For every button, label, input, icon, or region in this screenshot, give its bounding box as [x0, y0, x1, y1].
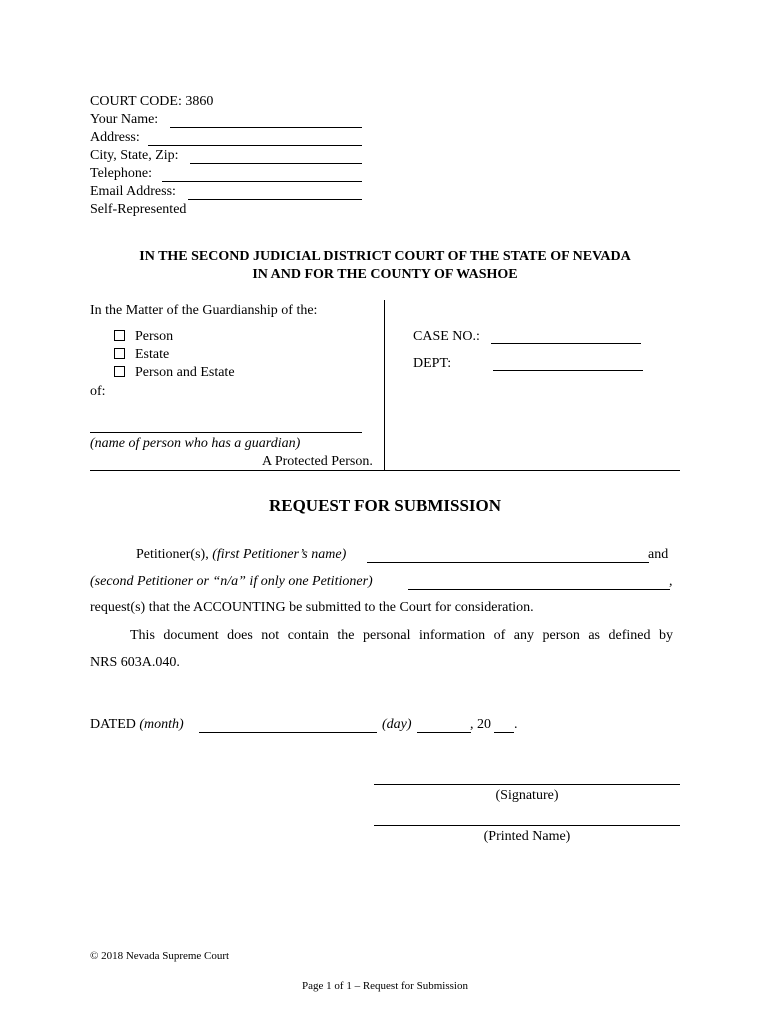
request-line: request(s) that the ACCOUNTING be submitted to the Court for consideration. [90, 600, 534, 615]
petitioners-prefix: Petitioner(s), [136, 547, 213, 562]
option-person-and-estate[interactable] [114, 364, 235, 382]
telephone-label: Telephone: [90, 166, 152, 181]
checkbox-person[interactable] [114, 330, 125, 341]
matter-label: In the Matter of the Guardianship of the: [90, 303, 318, 318]
dated-label: DATED (month) [90, 717, 184, 732]
privacy-line1: This document does not contain the personal information of any person as defined by [130, 628, 673, 643]
case-no-field[interactable] [491, 343, 641, 344]
email-field[interactable] [188, 199, 362, 200]
year-prefix: , 20 [470, 717, 491, 732]
month-hint: (month) [139, 717, 184, 732]
day-hint: (day) [382, 717, 412, 732]
second-petitioner-comma: , [669, 574, 673, 589]
document-title: REQUEST FOR SUBMISSION [268, 496, 502, 515]
printed-name-field[interactable] [374, 825, 680, 826]
address-field[interactable] [148, 145, 362, 146]
checkbox-person-and-estate[interactable] [114, 366, 125, 377]
option-estate[interactable] [114, 346, 169, 364]
protected-person-name-field[interactable] [90, 432, 362, 433]
self-represented: Self-Represented [90, 202, 187, 217]
city-state-zip-label: City, State, Zip: [90, 148, 179, 163]
option-person-and-estate-label: Person and Estate [135, 365, 235, 380]
court-heading-line1: IN THE SECOND JUDICIAL DISTRICT COURT OF THE STATE OF NEVADA [139, 249, 631, 264]
option-estate-label: Estate [135, 347, 170, 362]
petitioners-line [136, 546, 346, 564]
checkbox-estate[interactable] [114, 348, 125, 359]
second-petitioner-field[interactable] [408, 589, 670, 590]
caption-divider [384, 300, 385, 470]
copyright: © 2018 Nevada Supreme Court [90, 950, 230, 962]
first-petitioner-hint: (first Petitioner’s name) [212, 547, 347, 562]
year-field[interactable] [494, 732, 514, 733]
signature-label: (Signature) [495, 788, 559, 803]
and-word: and [648, 547, 669, 562]
telephone-field[interactable] [162, 181, 362, 182]
privacy-line2: NRS 603A.040. [90, 655, 180, 670]
of-label: of: [90, 384, 106, 399]
address-label: Address: [90, 130, 140, 145]
second-petitioner-hint: (second Petitioner or “n/a” if only one Petitioner) [90, 574, 373, 589]
month-field[interactable] [199, 732, 377, 733]
page-footer: Page 1 of 1 – Request for Submission [302, 980, 468, 992]
first-petitioner-field[interactable] [367, 562, 649, 563]
signature-field[interactable] [374, 784, 680, 785]
caption-bottom-rule [90, 470, 680, 471]
case-no-label: CASE NO.: [413, 329, 480, 344]
option-person[interactable] [114, 328, 173, 346]
email-label: Email Address: [90, 184, 176, 199]
protected-person-hint: (name of person who has a guardian) [90, 436, 301, 451]
dated-period: . [514, 717, 518, 732]
printed-name-label: (Printed Name) [483, 829, 571, 844]
court-heading-line2: IN AND FOR THE COUNTY OF WASHOE [252, 267, 518, 282]
protected-person-label: A Protected Person. [262, 454, 373, 469]
city-state-zip-field[interactable] [190, 163, 362, 164]
dept-field[interactable] [493, 370, 643, 371]
dept-label: DEPT: [413, 356, 452, 371]
day-field[interactable] [417, 732, 471, 733]
your-name-label: Your Name: [90, 112, 159, 127]
court-code: COURT CODE: 3860 [90, 94, 214, 109]
your-name-field[interactable] [170, 127, 362, 128]
option-person-label: Person [135, 329, 174, 344]
